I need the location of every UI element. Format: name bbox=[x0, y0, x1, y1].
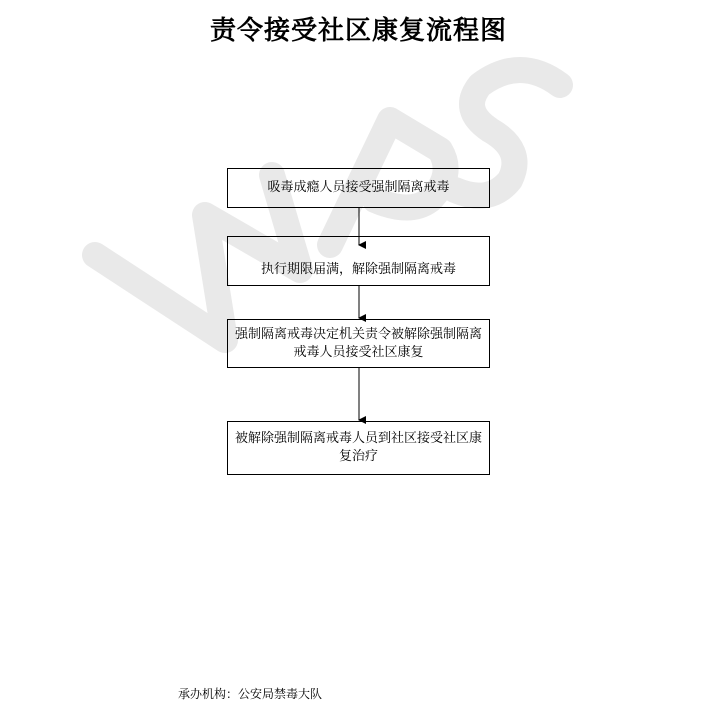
flow-step-1-text: 吸毒成瘾人员接受强制隔离戒毒 bbox=[267, 180, 450, 195]
flow-step-4 bbox=[227, 421, 490, 475]
flow-step-4-text: 被解除强制隔离戒毒人员到社区接受社区康复治疗 bbox=[234, 431, 482, 464]
flow-step-3-text: 强制隔离戒毒决定机关责令被解除强制隔离戒毒人员接受社区康复 bbox=[234, 326, 482, 360]
footer-organizer: 承办机构：公安局禁毒大队 bbox=[178, 687, 323, 701]
flow-step-3 bbox=[227, 319, 490, 368]
flow-step-1 bbox=[227, 168, 490, 208]
page-title: 责令接受社区康复流程图 bbox=[209, 16, 507, 46]
flow-step-2 bbox=[227, 236, 490, 286]
flow-step-2-text: 执行期限届满，解除强制隔离戒毒 bbox=[260, 262, 456, 277]
